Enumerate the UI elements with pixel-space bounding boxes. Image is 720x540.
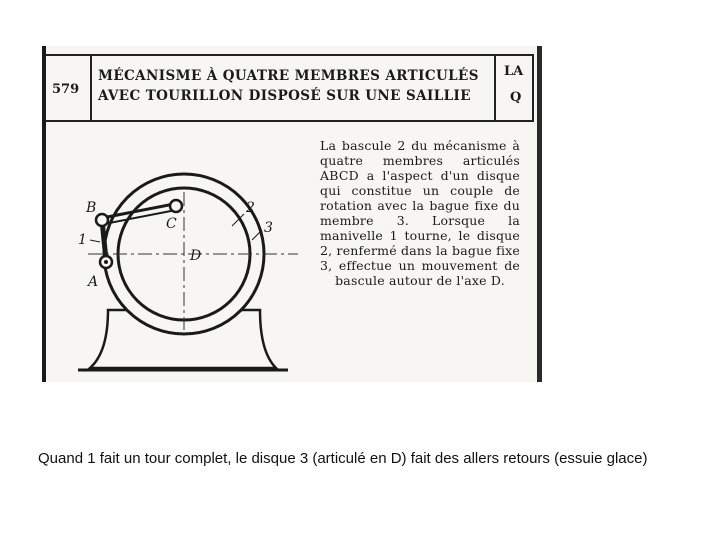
scan-right-edge [537, 46, 542, 382]
category-tag: LA [504, 64, 524, 79]
title-line-1: MÉCANISME À QUATRE MEMBRES ARTICULÉS [98, 68, 479, 84]
title-line-2: AVEC TOURILLON DISPOSÉ SUR UNE SAILLIE [98, 88, 471, 104]
label-c: C [166, 216, 177, 232]
label-a: A [88, 274, 99, 290]
label-3: 3 [264, 220, 273, 236]
pivot-b [96, 214, 108, 226]
mechanism-drawing [48, 120, 318, 382]
label-2: 2 [246, 200, 255, 216]
pivot-a-center [104, 260, 108, 264]
label-d: D [190, 248, 202, 264]
header-box [46, 54, 534, 122]
slide-caption: Quand 1 fait un tour complet, le disque 3 (articulé en D) fait des allers retours (essuie glace) [38, 450, 648, 467]
mechanism-title [98, 66, 479, 106]
label-1: 1 [78, 232, 87, 248]
pivot-c [170, 200, 182, 212]
mechanism-description: La bascule 2 du mécanisme à quatre membres articulés ABCD a l'aspect d'un disque qui constitue un couple de rotation avec la bague fixe du membre 3. Lorsque la manivelle 1 tourne, le disque 2, renfermé dans la bague fixe 3, effectue un mouvement de bascule autour de l'axe D. [320, 138, 520, 288]
header-divider [90, 56, 92, 120]
header-divider [494, 56, 496, 120]
category-tag: Q [510, 90, 522, 105]
mechanism-number: 579 [52, 82, 80, 97]
leader-1 [90, 240, 100, 242]
scanned-page [42, 46, 542, 382]
label-b: B [86, 200, 97, 216]
